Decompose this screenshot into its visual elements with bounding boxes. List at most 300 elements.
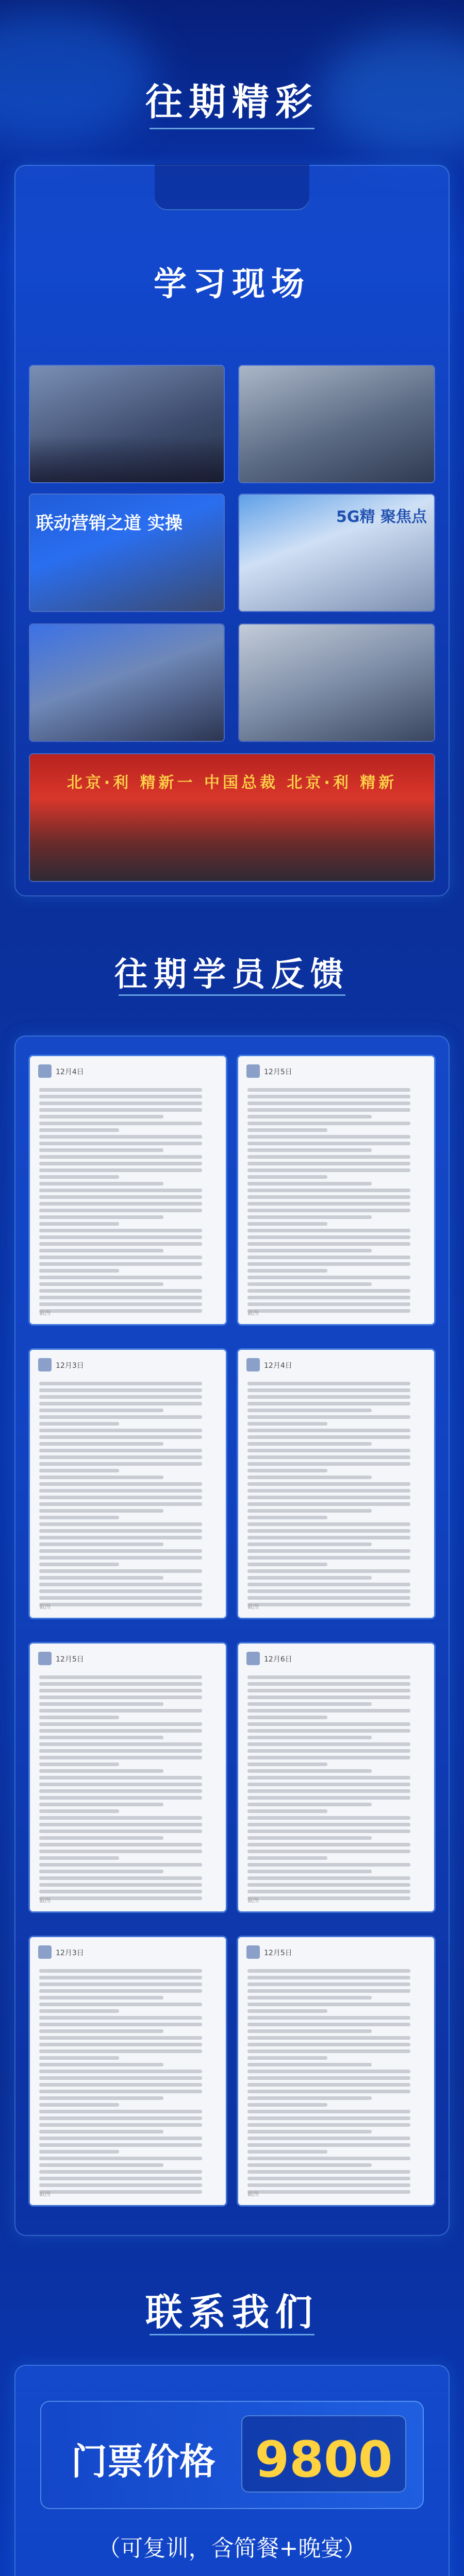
- text-line: [247, 2076, 410, 2080]
- price-value-box: [241, 2415, 406, 2493]
- text-line: [247, 1563, 327, 1566]
- text-line: [39, 1603, 202, 1606]
- text-line: [247, 2123, 410, 2127]
- study-site-panel: [14, 165, 450, 896]
- text-line: [247, 2043, 410, 2046]
- text-line: [39, 2036, 202, 2040]
- title-underline: [119, 994, 345, 996]
- text-line: [247, 1302, 410, 1306]
- text-line: [247, 1309, 410, 1313]
- text-line: [247, 1449, 410, 1452]
- text-line: [39, 1422, 119, 1426]
- text-line: [247, 1843, 410, 1846]
- text-line: [247, 1876, 410, 1880]
- text-line: [247, 2023, 410, 2026]
- price-note: （可复训，含简餐+晚宴）: [97, 2535, 367, 2562]
- text-line: [247, 2177, 410, 2180]
- text-line: [247, 2116, 410, 2120]
- section-title-past-highlights: 往期精彩: [145, 80, 319, 124]
- text-line: [247, 1796, 410, 1800]
- text-line: [39, 1276, 202, 1279]
- text-line: [247, 1135, 410, 1139]
- text-line: [247, 1462, 410, 1466]
- text-line: [39, 1182, 163, 1185]
- card-header: 12月5日: [264, 1068, 292, 1076]
- text-line: [247, 1195, 410, 1199]
- text-line: [247, 2163, 372, 2167]
- contact-panel: [14, 2365, 450, 2576]
- card-footer: 截图: [39, 1310, 51, 1316]
- price-label: 门票价格: [71, 2441, 216, 2483]
- text-line: [39, 2163, 163, 2167]
- text-line: [247, 1269, 327, 1273]
- text-line: [39, 1742, 202, 1746]
- text-line: [247, 1543, 372, 1546]
- text-line: [247, 1856, 327, 1860]
- text-line: [247, 1229, 410, 1232]
- text-line: [39, 1896, 202, 1900]
- text-line: [39, 1883, 202, 1887]
- text-line: [247, 1569, 410, 1573]
- text-line: [39, 1202, 202, 1206]
- section-title-contact: 联系我们: [145, 2291, 319, 2334]
- avatar: [246, 1064, 260, 1078]
- text-line: [247, 2016, 410, 2020]
- text-line: [247, 1469, 327, 1472]
- text-line: [39, 1829, 202, 1833]
- feedback-card: [30, 1350, 226, 1618]
- card-header: 12月4日: [264, 1362, 292, 1370]
- text-line: [247, 1101, 410, 1105]
- text-line: [39, 2016, 202, 2020]
- text-line: [39, 1843, 202, 1846]
- text-line: [247, 1816, 410, 1820]
- text-line: [247, 1122, 410, 1125]
- text-line: [247, 1162, 410, 1165]
- event-photo: [239, 495, 434, 611]
- text-line: [247, 1222, 327, 1226]
- feedback-panel: [14, 1036, 450, 2236]
- text-line: [39, 1409, 163, 1412]
- text-line: [247, 1596, 410, 1600]
- text-line: [39, 2070, 202, 2073]
- text-line: [39, 1455, 202, 1459]
- text-line: [39, 1168, 202, 1172]
- text-line: [247, 1415, 410, 1419]
- text-line: [247, 2096, 372, 2100]
- text-line: [39, 1982, 202, 1986]
- text-line: [247, 1422, 327, 1426]
- text-line: [39, 1108, 202, 1112]
- text-line: [39, 1816, 202, 1820]
- card-header: 12月3日: [56, 1949, 84, 1957]
- text-line: [247, 2190, 410, 2194]
- photo-banner-text: 北京·利 精新一 中国总裁 北京·利 精新: [67, 774, 397, 792]
- text-line: [39, 1235, 202, 1239]
- text-line: [39, 1095, 202, 1098]
- text-line: [39, 1856, 119, 1860]
- avatar: [246, 1945, 260, 1959]
- text-line: [247, 1603, 410, 1606]
- text-line: [39, 1549, 202, 1553]
- avatar: [38, 1064, 52, 1078]
- text-line: [39, 1402, 202, 1405]
- text-line: [39, 1122, 202, 1125]
- text-line: [39, 1489, 202, 1493]
- feedback-card: [238, 1350, 434, 1618]
- text-line: [247, 1702, 372, 1706]
- text-line: [39, 1302, 202, 1306]
- text-line: [39, 2076, 202, 2080]
- text-line: [39, 1809, 119, 1813]
- text-line: [39, 1395, 202, 1399]
- text-line: [39, 2096, 163, 2100]
- text-line: [39, 1783, 202, 1786]
- text-line: [39, 1115, 163, 1118]
- text-line: [39, 2150, 119, 2154]
- text-line: [39, 1563, 119, 1566]
- text-line: [39, 1589, 202, 1593]
- text-line: [39, 1543, 163, 1546]
- text-line: [39, 1976, 202, 1979]
- event-photo: [239, 624, 434, 741]
- card-footer: 截图: [247, 1310, 259, 1316]
- text-line: [39, 1876, 202, 1880]
- text-line: [247, 2009, 327, 2013]
- card-footer: 截图: [39, 1897, 51, 1904]
- text-line: [39, 1128, 119, 1132]
- text-line: [39, 2177, 202, 2180]
- text-line: [247, 1982, 410, 1986]
- text-line: [39, 2137, 202, 2140]
- text-line: [39, 2090, 202, 2093]
- text-line: [247, 2137, 410, 2140]
- text-line: [39, 1215, 163, 1219]
- text-line: [39, 1449, 202, 1452]
- text-line: [247, 1969, 410, 1973]
- text-line: [247, 1148, 372, 1152]
- text-line: [39, 1496, 202, 1499]
- text-line: [39, 1675, 202, 1679]
- text-line: [247, 1516, 327, 1519]
- price-value: 9800: [255, 2431, 393, 2488]
- text-line: [39, 1502, 202, 1506]
- text-line: [247, 1729, 410, 1733]
- text-line: [39, 1749, 202, 1753]
- photo-banner-text: 5G精 聚焦点: [336, 508, 427, 526]
- text-line: [39, 1702, 163, 1706]
- text-line: [247, 1576, 372, 1580]
- text-line: [39, 1722, 202, 1726]
- text-line: [247, 1589, 410, 1593]
- text-line: [247, 1235, 410, 1239]
- text-line: [247, 1256, 410, 1259]
- text-line: [247, 1996, 372, 1999]
- text-line: [39, 1088, 202, 1092]
- text-line: [247, 1883, 410, 1887]
- text-line: [39, 1522, 202, 1526]
- text-line: [39, 1716, 119, 1719]
- text-line: [39, 1850, 202, 1853]
- text-line: [39, 2123, 202, 2127]
- text-line: [247, 1890, 410, 1893]
- text-line: [247, 1769, 372, 1773]
- text-line: [39, 2049, 202, 2053]
- text-line: [247, 1189, 410, 1192]
- text-line: [39, 1415, 202, 1419]
- feedback-card: [30, 1056, 226, 1324]
- text-line: [39, 1769, 163, 1773]
- text-line: [247, 1809, 327, 1813]
- text-line: [247, 1209, 410, 1212]
- text-line: [39, 1175, 119, 1179]
- title-tab: [155, 164, 309, 210]
- text-line: [39, 1296, 202, 1299]
- text-line: [39, 1989, 202, 1993]
- event-photo-wide: [30, 754, 434, 881]
- text-line: [247, 1108, 410, 1112]
- text-line: [39, 1249, 163, 1252]
- text-line: [39, 1148, 163, 1152]
- text-line: [39, 1476, 163, 1479]
- text-line: [39, 1696, 202, 1699]
- text-line: [247, 1242, 410, 1246]
- avatar: [246, 1358, 260, 1371]
- text-line: [247, 1989, 410, 1993]
- text-line: [247, 1509, 372, 1513]
- text-line: [247, 1175, 327, 1179]
- text-line: [247, 1482, 410, 1486]
- text-line: [247, 1870, 372, 1873]
- text-line: [39, 1529, 202, 1533]
- text-line: [247, 1682, 410, 1686]
- avatar: [38, 1358, 52, 1371]
- text-line: [247, 1262, 410, 1266]
- text-line: [39, 1195, 202, 1199]
- text-line: [39, 1536, 202, 1539]
- text-line: [39, 2190, 202, 2194]
- text-line: [247, 1716, 327, 1719]
- text-line: [247, 1276, 410, 1279]
- text-line: [39, 1435, 202, 1439]
- text-line: [39, 1256, 202, 1259]
- text-line: [39, 2056, 119, 2060]
- text-line: [247, 1115, 372, 1118]
- text-line: [247, 1128, 327, 1132]
- text-line: [247, 1783, 410, 1786]
- text-line: [39, 2157, 202, 2160]
- text-line: [39, 2029, 163, 2033]
- text-line: [39, 1469, 119, 1472]
- text-line: [247, 2056, 327, 2060]
- section-title-study-site: 学习现场: [154, 265, 310, 303]
- feedback-card: [238, 1643, 434, 1911]
- text-line: [39, 1209, 202, 1212]
- text-line: [247, 1388, 410, 1392]
- card-header: 12月3日: [56, 1362, 84, 1370]
- text-line: [39, 2110, 202, 2113]
- text-line: [39, 2083, 202, 2087]
- text-line: [39, 1222, 119, 1226]
- card-footer: 截图: [247, 1603, 259, 1610]
- title-underline: [150, 128, 314, 129]
- text-line: [247, 1836, 372, 1840]
- card-header: 12月5日: [56, 1655, 84, 1664]
- text-line: [247, 1850, 410, 1853]
- text-line: [247, 1675, 410, 1679]
- text-line: [247, 1489, 410, 1493]
- text-line: [247, 1088, 410, 1092]
- text-line: [247, 2157, 410, 2160]
- text-line: [247, 1095, 410, 1098]
- text-line: [247, 1155, 410, 1159]
- text-line: [247, 1583, 410, 1586]
- text-line: [39, 1789, 202, 1793]
- text-line: [39, 1836, 163, 1840]
- text-line: [247, 2070, 410, 2073]
- text-line: [39, 1969, 202, 1973]
- text-line: [247, 1215, 372, 1219]
- text-line: [39, 1282, 163, 1286]
- text-line: [39, 1101, 202, 1105]
- event-photo: [239, 366, 434, 482]
- text-line: [247, 1749, 410, 1753]
- text-line: [247, 1435, 410, 1439]
- text-line: [247, 1182, 372, 1185]
- event-photo: [30, 366, 224, 482]
- card-footer: 截图: [39, 1603, 51, 1610]
- text-line: [247, 1142, 410, 1145]
- text-line: [39, 1135, 202, 1139]
- text-line: [247, 1789, 410, 1793]
- text-line: [247, 1402, 410, 1405]
- text-line: [247, 1522, 410, 1526]
- card-header: 12月6日: [264, 1655, 292, 1664]
- text-line: [39, 1382, 202, 1385]
- text-line: [39, 1442, 163, 1446]
- event-photo: [30, 495, 224, 611]
- text-line: [247, 1496, 410, 1499]
- text-line: [39, 2063, 163, 2066]
- card-footer: 截图: [247, 2191, 259, 2197]
- text-line: [247, 1762, 327, 1766]
- text-line: [247, 2049, 410, 2053]
- text-line: [39, 1509, 163, 1513]
- text-line: [39, 1890, 202, 1893]
- text-line: [247, 2083, 410, 2087]
- text-line: [247, 1742, 410, 1746]
- text-line: [247, 1556, 410, 1560]
- card-header: 12月5日: [264, 1949, 292, 1957]
- text-line: [247, 1282, 372, 1286]
- text-line: [247, 1502, 410, 1506]
- text-line: [247, 1409, 372, 1412]
- text-line: [247, 1296, 410, 1299]
- text-line: [39, 1756, 202, 1759]
- text-line: [247, 1696, 410, 1699]
- text-line: [39, 1462, 202, 1466]
- text-line: [39, 1689, 202, 1692]
- text-line: [247, 1549, 410, 1553]
- text-line: [247, 2036, 410, 2040]
- text-line: [39, 1482, 202, 1486]
- text-line: [247, 2110, 410, 2113]
- text-line: [39, 2043, 202, 2046]
- text-line: [39, 1229, 202, 1232]
- text-line: [247, 2103, 327, 2107]
- text-line: [39, 1242, 202, 1246]
- text-line: [247, 1536, 410, 1539]
- text-line: [247, 1863, 410, 1867]
- text-line: [247, 2063, 372, 2066]
- text-line: [39, 2116, 202, 2120]
- event-photo: [30, 624, 224, 741]
- text-line: [39, 1309, 202, 1313]
- text-line: [39, 1803, 163, 1806]
- text-line: [247, 1976, 410, 1979]
- text-line: [39, 1796, 202, 1800]
- text-line: [39, 1823, 202, 1826]
- text-line: [247, 1896, 410, 1900]
- text-line: [39, 1776, 202, 1780]
- text-line: [247, 1455, 410, 1459]
- text-line: [247, 2130, 372, 2133]
- card-header: 12月4日: [56, 1068, 84, 1076]
- text-line: [39, 1736, 163, 1739]
- avatar: [38, 1945, 52, 1959]
- text-line: [39, 2170, 202, 2174]
- text-line: [39, 1269, 119, 1273]
- text-line: [39, 1142, 202, 1145]
- text-line: [39, 1863, 202, 1867]
- text-line: [39, 2003, 202, 2006]
- text-line: [247, 2003, 410, 2006]
- text-line: [247, 1442, 372, 1446]
- text-line: [39, 1870, 163, 1873]
- text-line: [39, 1596, 202, 1600]
- text-line: [247, 1529, 410, 1533]
- text-line: [39, 1289, 202, 1293]
- text-line: [39, 2143, 202, 2147]
- feedback-card: [30, 1643, 226, 1911]
- text-line: [39, 1762, 119, 1766]
- feedback-card: [238, 1937, 434, 2205]
- text-line: [39, 1388, 202, 1392]
- text-line: [39, 1189, 202, 1192]
- text-line: [39, 1162, 202, 1165]
- text-line: [39, 2103, 119, 2107]
- text-line: [247, 2090, 410, 2093]
- text-line: [247, 1476, 372, 1479]
- text-line: [39, 1729, 202, 1733]
- text-line: [39, 1996, 163, 1999]
- text-line: [247, 2170, 410, 2174]
- text-line: [247, 1689, 410, 1692]
- text-line: [247, 2143, 410, 2147]
- text-line: [39, 1576, 163, 1580]
- text-line: [39, 2009, 119, 2013]
- text-line: [247, 1823, 410, 1826]
- text-line: [247, 1382, 410, 1385]
- text-line: [247, 2029, 372, 2033]
- card-footer: 截图: [39, 2191, 51, 2197]
- text-line: [247, 1709, 410, 1713]
- text-line: [247, 1249, 372, 1252]
- text-line: [39, 1709, 202, 1713]
- text-line: [247, 1395, 410, 1399]
- text-line: [247, 2183, 410, 2187]
- text-line: [39, 2183, 202, 2187]
